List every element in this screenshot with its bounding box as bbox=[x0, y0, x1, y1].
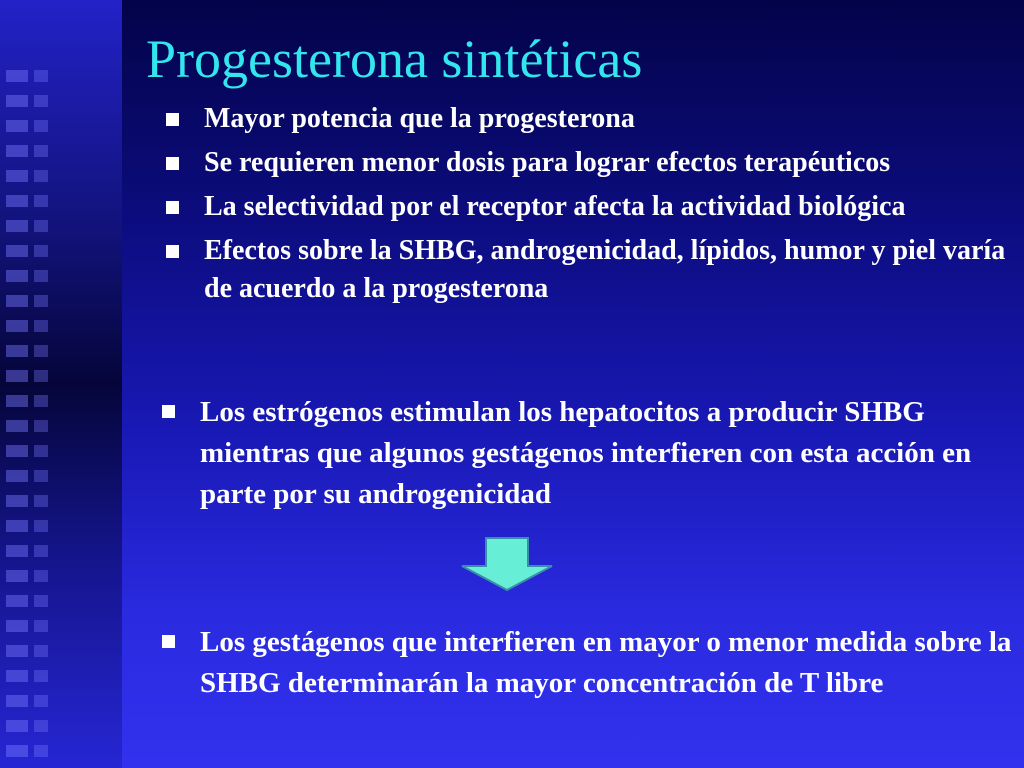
list-item bbox=[164, 100, 1014, 138]
list-item bbox=[160, 622, 1020, 704]
bullet-list-conclusion bbox=[160, 622, 1020, 704]
bullet-text: Los gestágenos que interfieren en mayor o menor medida sobre la SHBG determinarán la mayor concentración de T libre bbox=[200, 626, 1012, 699]
square-bullet-icon bbox=[166, 113, 179, 126]
bullet-list-top bbox=[164, 100, 1014, 314]
list-item bbox=[164, 144, 1014, 182]
list-item bbox=[164, 188, 1014, 226]
side-squares-pattern bbox=[6, 70, 28, 768]
down-arrow-icon bbox=[460, 536, 554, 592]
list-item bbox=[164, 232, 1014, 308]
bullet-text: Los estrógenos estimulan los hepatocitos a producir SHBG mientras que algunos gestágenos interfieren con esta acción en parte por su androgenicidad bbox=[200, 396, 972, 510]
slide-title: Progesterona sintéticas bbox=[146, 29, 643, 89]
bullet-text: Efectos sobre la SHBG, androgenicidad, lípidos, humor y piel varía de acuerdo a la progesterona bbox=[204, 235, 1006, 304]
square-bullet-icon bbox=[162, 635, 175, 648]
side-decoration bbox=[0, 0, 122, 768]
side-squares-pattern-2 bbox=[34, 70, 48, 768]
bullet-list-estrogens bbox=[160, 392, 1020, 515]
square-bullet-icon bbox=[166, 201, 179, 214]
square-bullet-icon bbox=[166, 245, 179, 258]
square-bullet-icon bbox=[166, 157, 179, 170]
bullet-text: Se requieren menor dosis para lograr efectos terapéuticos bbox=[204, 147, 891, 178]
square-bullet-icon bbox=[162, 405, 175, 418]
bullet-text: La selectividad por el receptor afecta la actividad biológica bbox=[204, 191, 906, 222]
bullet-text: Mayor potencia que la progesterona bbox=[204, 103, 635, 134]
list-item bbox=[160, 392, 1020, 515]
